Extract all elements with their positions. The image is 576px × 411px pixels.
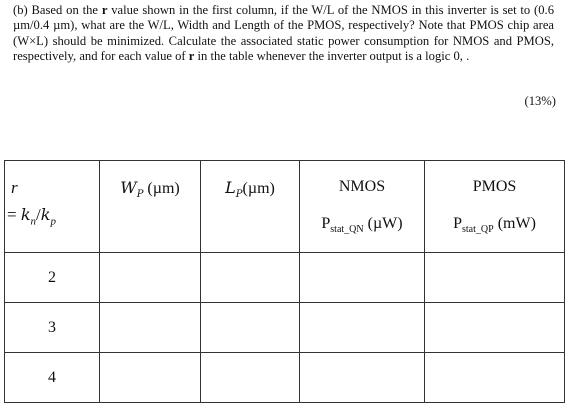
table-row: [5, 303, 565, 353]
r-symbol: r: [11, 178, 18, 197]
lp-cell[interactable]: [201, 303, 300, 353]
r-value: 3: [5, 303, 100, 353]
table-row: [5, 253, 565, 303]
nmos-power-cell[interactable]: [300, 303, 425, 353]
points-label: (13%): [524, 94, 556, 108]
header-pmos-title: PMOS: [472, 178, 517, 195]
lp-cell[interactable]: [201, 253, 300, 303]
wp-cell[interactable]: [100, 253, 201, 303]
header-nmos: [300, 161, 425, 253]
header-r: [5, 161, 100, 253]
question-text: (b) Based on the r value shown in the first column, if the W/L of the NMOS in this inverter is set to (0.6 µm/0.4 µm), what are the W/L, Width and Length of the PMOS, respectively? Note that PMOS chip area (W×L) should be minimized. Calculate the associated static power consumption for NMOS and PMOS, respectively, and for each value of r in the table whenever the inverter output is a logic 0, .: [13, 3, 554, 64]
header-nmos-sub: $P_{stat\_QN}$ (µW): [321, 215, 403, 236]
r-value: 4: [5, 353, 100, 403]
header-lp: $L_P(\mu m)$: [201, 161, 300, 253]
pmos-power-cell[interactable]: [425, 303, 565, 353]
nmos-power-cell[interactable]: [300, 253, 425, 303]
header-nmos-title: NMOS: [338, 178, 386, 195]
table-header-row: [5, 161, 565, 253]
pmos-power-cell[interactable]: [425, 253, 565, 303]
lp-cell[interactable]: [201, 353, 300, 403]
pmos-power-cell[interactable]: [425, 353, 565, 403]
wp-cell[interactable]: [100, 303, 201, 353]
header-pmos: [425, 161, 565, 253]
answer-table: [4, 160, 565, 403]
nmos-power-cell[interactable]: [300, 353, 425, 403]
r-definition: = $k_n/k_p$: [7, 205, 56, 228]
wp-cell[interactable]: [100, 353, 201, 403]
r-value: 2: [5, 253, 100, 303]
header-pmos-sub: $P_{stat\_QP}$ (mW): [453, 215, 536, 236]
header-wp: $W_P$ (µm): [100, 161, 201, 253]
table-row: [5, 353, 565, 403]
